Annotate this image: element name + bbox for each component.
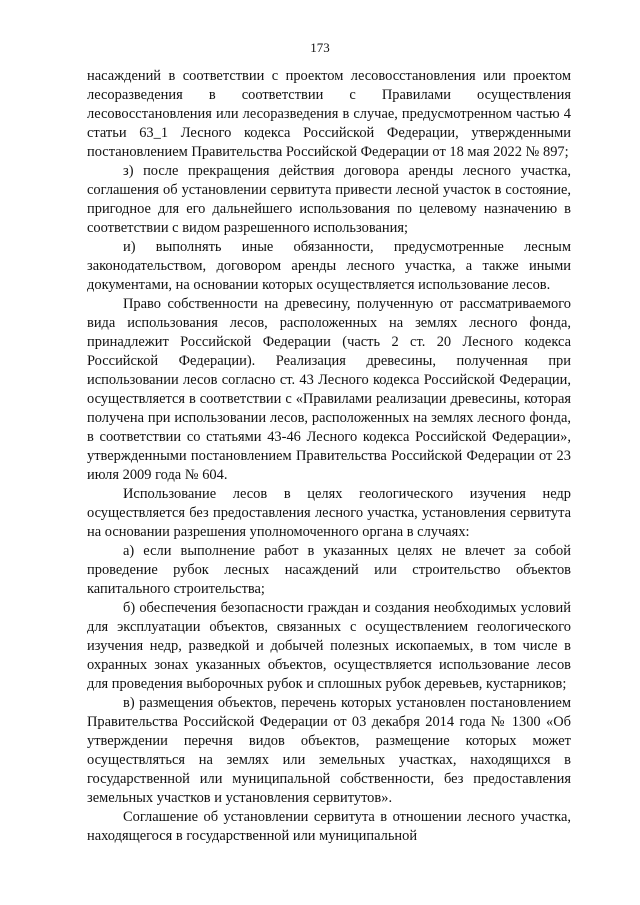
paragraph-timber-ownership: Право собственности на древесину, полученную от рассматриваемого вида использования лесов, расположенных на землях лесного фонда, принадлежит Российской Федерации (часть 2 ст. 20 Лесного кодекса Российской Федерации). Реализация древесины, полученная при использовании лесов согласно ст. 43 Лесного кодекса Российской Федерации, осуществляется в соответствии с «Правилами реализации древесины, которая получена при использовании лесов, расположенных на землях лесного фонда, в соответствии со статьями 43-46 Лесного кодекса Российской Федерации», утвержденными постановлением Правительства Российской Федерации от 23 июля 2009 года № 604. bbox=[87, 296, 571, 483]
document-body bbox=[87, 67, 571, 846]
paragraph-geological-use: Использование лесов в целях геологического изучения недр осуществляется без предоставления лесного участка, установления сервитута на основании разрешения уполномоченного органа в случаях: bbox=[87, 486, 571, 540]
paragraph-case-v: в) размещения объектов, перечень которых установлен постановлением Правительства Российской Федерации от 03 декабря 2014 года № 1300 «Об утверждении перечня видов объектов, размещение которых может осуществляться на землях или земельных участках, находящихся в государственной или муниципальной собственности, без предоставления земельных участков и установления сервитутов». bbox=[87, 695, 571, 806]
paragraph-continuation: насаждений в соответствии с проектом лесовосстановления или проектом лесоразведения в соответствии с Правилами осуществления лесовосстановления или лесоразведения в случае, предусмотренном частью 4 статьи 63_1 Лесного кодекса Российской Федерации, утвержденными постановлением Правительства Российской Федерации от 18 мая 2022 № 897; bbox=[87, 68, 571, 160]
page-number: 173 bbox=[310, 40, 330, 55]
paragraph-servitude-agreement: Соглашение об установлении сервитута в отношении лесного участка, находящегося в государственной или муниципальной bbox=[87, 809, 571, 844]
paragraph-item-z: з) после прекращения действия договора аренды лесного участка, соглашения об установлении сервитута привести лесной участок в состояние, пригодное для его дальнейшего использования по целевому назначению в соответствии с видом разрешенного использования; bbox=[87, 163, 571, 236]
paragraph-item-i: и) выполнять иные обязанности, предусмотренные лесным законодательством, договором аренды лесного участка, а также иными документами, на основании которых осуществляется использование лесов. bbox=[87, 239, 571, 293]
paragraph-case-b: б) обеспечения безопасности граждан и создания необходимых условий для эксплуатации объектов, связанных с осуществлением геологического изучения недр, разведкой и добычей полезных ископаемых, в том числе в охранных зонах указанных объектов, осуществляется использование лесов для проведения выборочных рубок и сплошных рубок деревьев, кустарников; bbox=[87, 600, 571, 692]
paragraph-case-a: а) если выполнение работ в указанных целях не влечет за собой проведение рубок лесных насаждений или строительство объектов капитального строительства; bbox=[87, 543, 571, 597]
